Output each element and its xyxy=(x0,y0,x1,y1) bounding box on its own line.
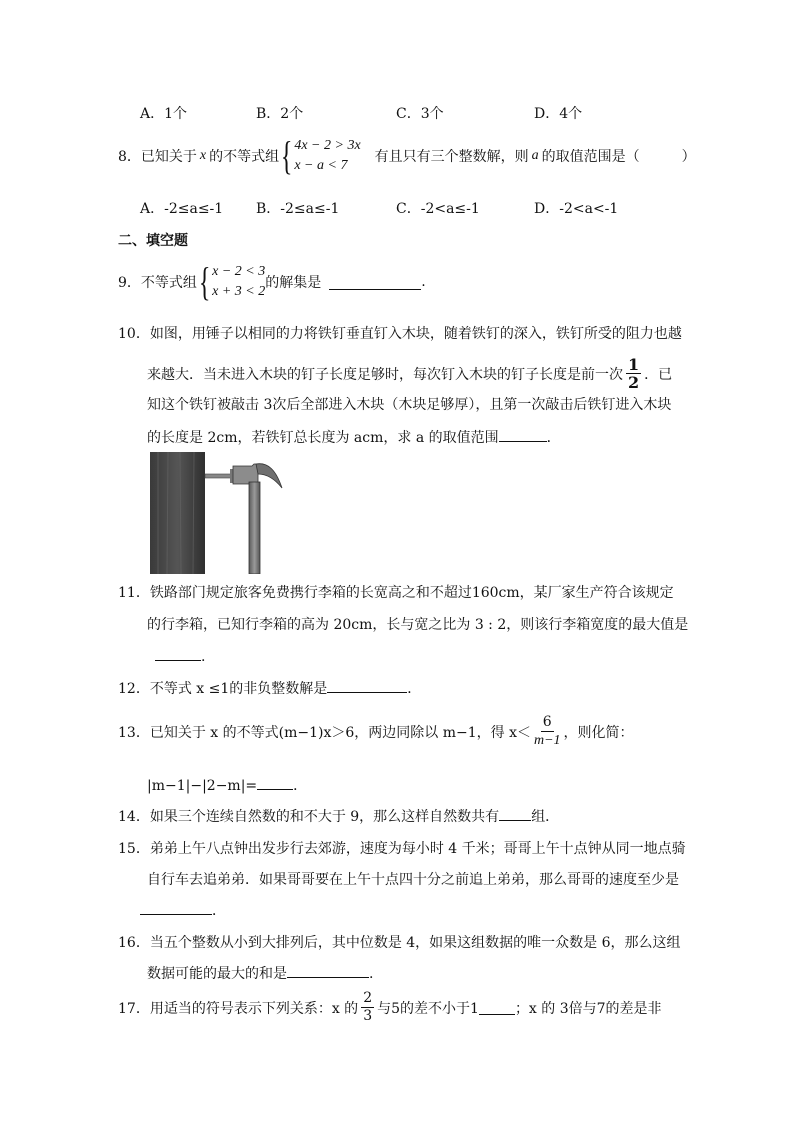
q17-answer-blank[interactable] xyxy=(479,1000,515,1015)
q7-option-a: A．1个 xyxy=(140,106,188,122)
q10-line3: 知这个铁钉被敲击 3次后全部进入木块（木块足够厚），且第一次敲击后铁钉进入木块 xyxy=(147,397,672,413)
q13-fraction xyxy=(534,714,561,749)
q10-number: 10． xyxy=(118,326,150,342)
q12-number: 12． xyxy=(118,681,150,697)
q13-frac-den: m−1 xyxy=(533,733,561,748)
q13-text-line1: 已知关于 x 的不等式(m−1)x＞6，两边同除以 m−1，得 x＜ xyxy=(149,724,531,741)
q15-line3 xyxy=(140,900,226,920)
q11-number: 11． xyxy=(118,585,150,601)
q16-answer-blank[interactable] xyxy=(287,963,369,978)
q8-option-b: B．-2≤a≤-1 xyxy=(256,201,340,217)
q9-system-line2: x + 3 < 2 xyxy=(212,284,266,299)
q16-end: . xyxy=(369,966,374,982)
q15-line1 xyxy=(118,838,686,858)
q8-text-pre: 已知关于 xyxy=(140,149,197,165)
q12-text: 不等式 x ≤1的非负整数解是 xyxy=(149,681,328,697)
q8-inequality-system xyxy=(279,133,361,178)
q15-answer-blank[interactable] xyxy=(140,900,212,915)
q16-line2 xyxy=(147,963,373,983)
left-brace-icon: { xyxy=(198,259,211,304)
q17-text-pre: 用适当的符号表示下列关系：x 的 xyxy=(149,1000,359,1017)
q7-option-c: C．3个 xyxy=(396,106,444,122)
q8-system-line2: x − a < 7 xyxy=(294,158,348,173)
q14-answer-blank[interactable] xyxy=(499,806,531,821)
q13-answer-blank[interactable] xyxy=(257,775,293,790)
section-title: 二、填空题 xyxy=(118,233,188,249)
q13-text-line1-post: ，则化简： xyxy=(563,724,634,741)
q10-text-line1: 如图，用锤子以相同的力将铁钉垂直钉入木块，随着铁钉的深入，铁钉所受的阻力也越 xyxy=(149,326,682,342)
q13-end: ． xyxy=(293,778,308,794)
q8-system-line1: 4x − 2 > 3x xyxy=(294,138,361,153)
q16-line1 xyxy=(118,932,681,952)
q10-frac-den: 2 xyxy=(628,373,640,392)
q7-option-d: D．4个 xyxy=(534,106,583,122)
q10-answer-blank[interactable] xyxy=(499,427,547,442)
q12-answer-blank[interactable] xyxy=(327,678,407,693)
q13-frac-num: 6 xyxy=(542,714,552,730)
q9-number: 9． xyxy=(118,275,141,291)
q10-end: ． xyxy=(546,430,561,446)
q10-frac-num: 1 xyxy=(628,355,640,374)
q15-text-line1: 弟弟上午八点钟出发步行去郊游，速度为每小时 4 千米；哥哥上午十点钟从同一地点骑 xyxy=(149,841,686,857)
q8-stem xyxy=(118,133,696,178)
q11-end: . xyxy=(201,649,206,665)
q9-stem xyxy=(118,259,426,304)
left-brace-icon: { xyxy=(280,133,293,178)
q8-var-x: x xyxy=(199,148,207,163)
q8-var-a: a xyxy=(531,148,539,163)
q8-text-post: 有且只有三个整数解，则 xyxy=(374,149,529,165)
q14-number: 14． xyxy=(118,809,150,825)
q17-frac-num: 2 xyxy=(363,990,373,1006)
q9-text-post: 的解集是 xyxy=(265,275,322,291)
q14-text: 如果三个连续自然数的和不大于 9，那么这样自然数共有 xyxy=(149,809,500,825)
q11-line2: 的行李箱，已知行李箱的高为 20cm，长与宽之比为 3 : 2，则该行李箱宽度的最大值是 xyxy=(147,617,689,633)
hammer-handle xyxy=(249,482,260,574)
q16-number: 16． xyxy=(118,935,150,951)
q9-text-pre: 不等式组 xyxy=(140,275,197,291)
q11-answer-blank[interactable] xyxy=(155,646,201,661)
q10-fraction xyxy=(626,356,641,391)
q11-line3 xyxy=(155,646,205,665)
q15-line2: 自行车去追弟弟．如果哥哥要在上午十点四十分之前追上弟弟，那么哥哥的速度至少是 xyxy=(147,872,679,888)
q15-end: ． xyxy=(212,903,226,919)
q13-number: 13． xyxy=(118,724,150,741)
nail-head xyxy=(230,469,233,483)
q17-text-mid: 与5的差不小于1 xyxy=(377,1000,479,1017)
nail xyxy=(205,474,231,478)
q17-number: 17． xyxy=(118,1000,150,1017)
q8-text-mid: 的不等式组 xyxy=(209,149,280,165)
q17-text-mid2: ；x 的 3倍与7的差是非 xyxy=(514,1000,662,1017)
q14-stem xyxy=(118,806,559,826)
q12-end: ． xyxy=(407,681,422,697)
q8-text-tail: 的取值范围是（ ） xyxy=(541,149,696,165)
q10-text-line2-post: ．已 xyxy=(644,366,673,383)
q10-line2 xyxy=(147,356,672,391)
hammer-nail-figure xyxy=(150,452,285,574)
q11-line1 xyxy=(118,582,674,602)
q11-text-line1: 铁路部门规定旅客免费携行李箱的长宽高之和不超过160cm，某厂家生产符合该规定 xyxy=(149,585,674,601)
q10-text-line4: 的长度是 2cm，若铁钉总长度为 acm，求 a 的取值范围 xyxy=(147,430,499,446)
q16-text-line1: 当五个整数从小到大排列后，其中位数是 4，如果这组数据的唯一众数是 6，那么这组 xyxy=(149,935,681,951)
q15-number: 15． xyxy=(118,841,150,857)
q9-inequality-system xyxy=(197,259,266,304)
q13-text-line2: |m−1|−|2−m|= xyxy=(147,778,258,794)
q8-option-c: C．-2<a≤-1 xyxy=(396,201,480,217)
q9-end: . xyxy=(421,274,426,290)
q16-text-line2: 数据可能的最大的和是 xyxy=(147,966,287,982)
q17-frac-den: 3 xyxy=(363,1008,373,1024)
q8-option-d: D．-2<a<-1 xyxy=(534,201,619,217)
q14-end: 组． xyxy=(531,809,560,825)
q10-line4 xyxy=(147,427,561,447)
q10-line1 xyxy=(118,323,682,343)
q13-line1 xyxy=(118,714,634,749)
q7-option-b: B．2个 xyxy=(256,106,304,122)
q8-option-a: A．-2≤a≤-1 xyxy=(140,201,224,217)
q9-system-line1: x − 2 < 3 xyxy=(212,264,266,279)
q17-fraction xyxy=(361,990,374,1025)
q9-answer-blank[interactable] xyxy=(329,275,421,290)
q13-line2 xyxy=(147,775,307,795)
q8-number: 8． xyxy=(118,149,141,165)
q12-stem xyxy=(118,678,421,698)
q17-stem xyxy=(118,990,662,1025)
q10-text-line2: 来越大．当未进入木块的钉子长度足够时，每次钉入木块的钉子长度是前一次 xyxy=(147,366,623,383)
